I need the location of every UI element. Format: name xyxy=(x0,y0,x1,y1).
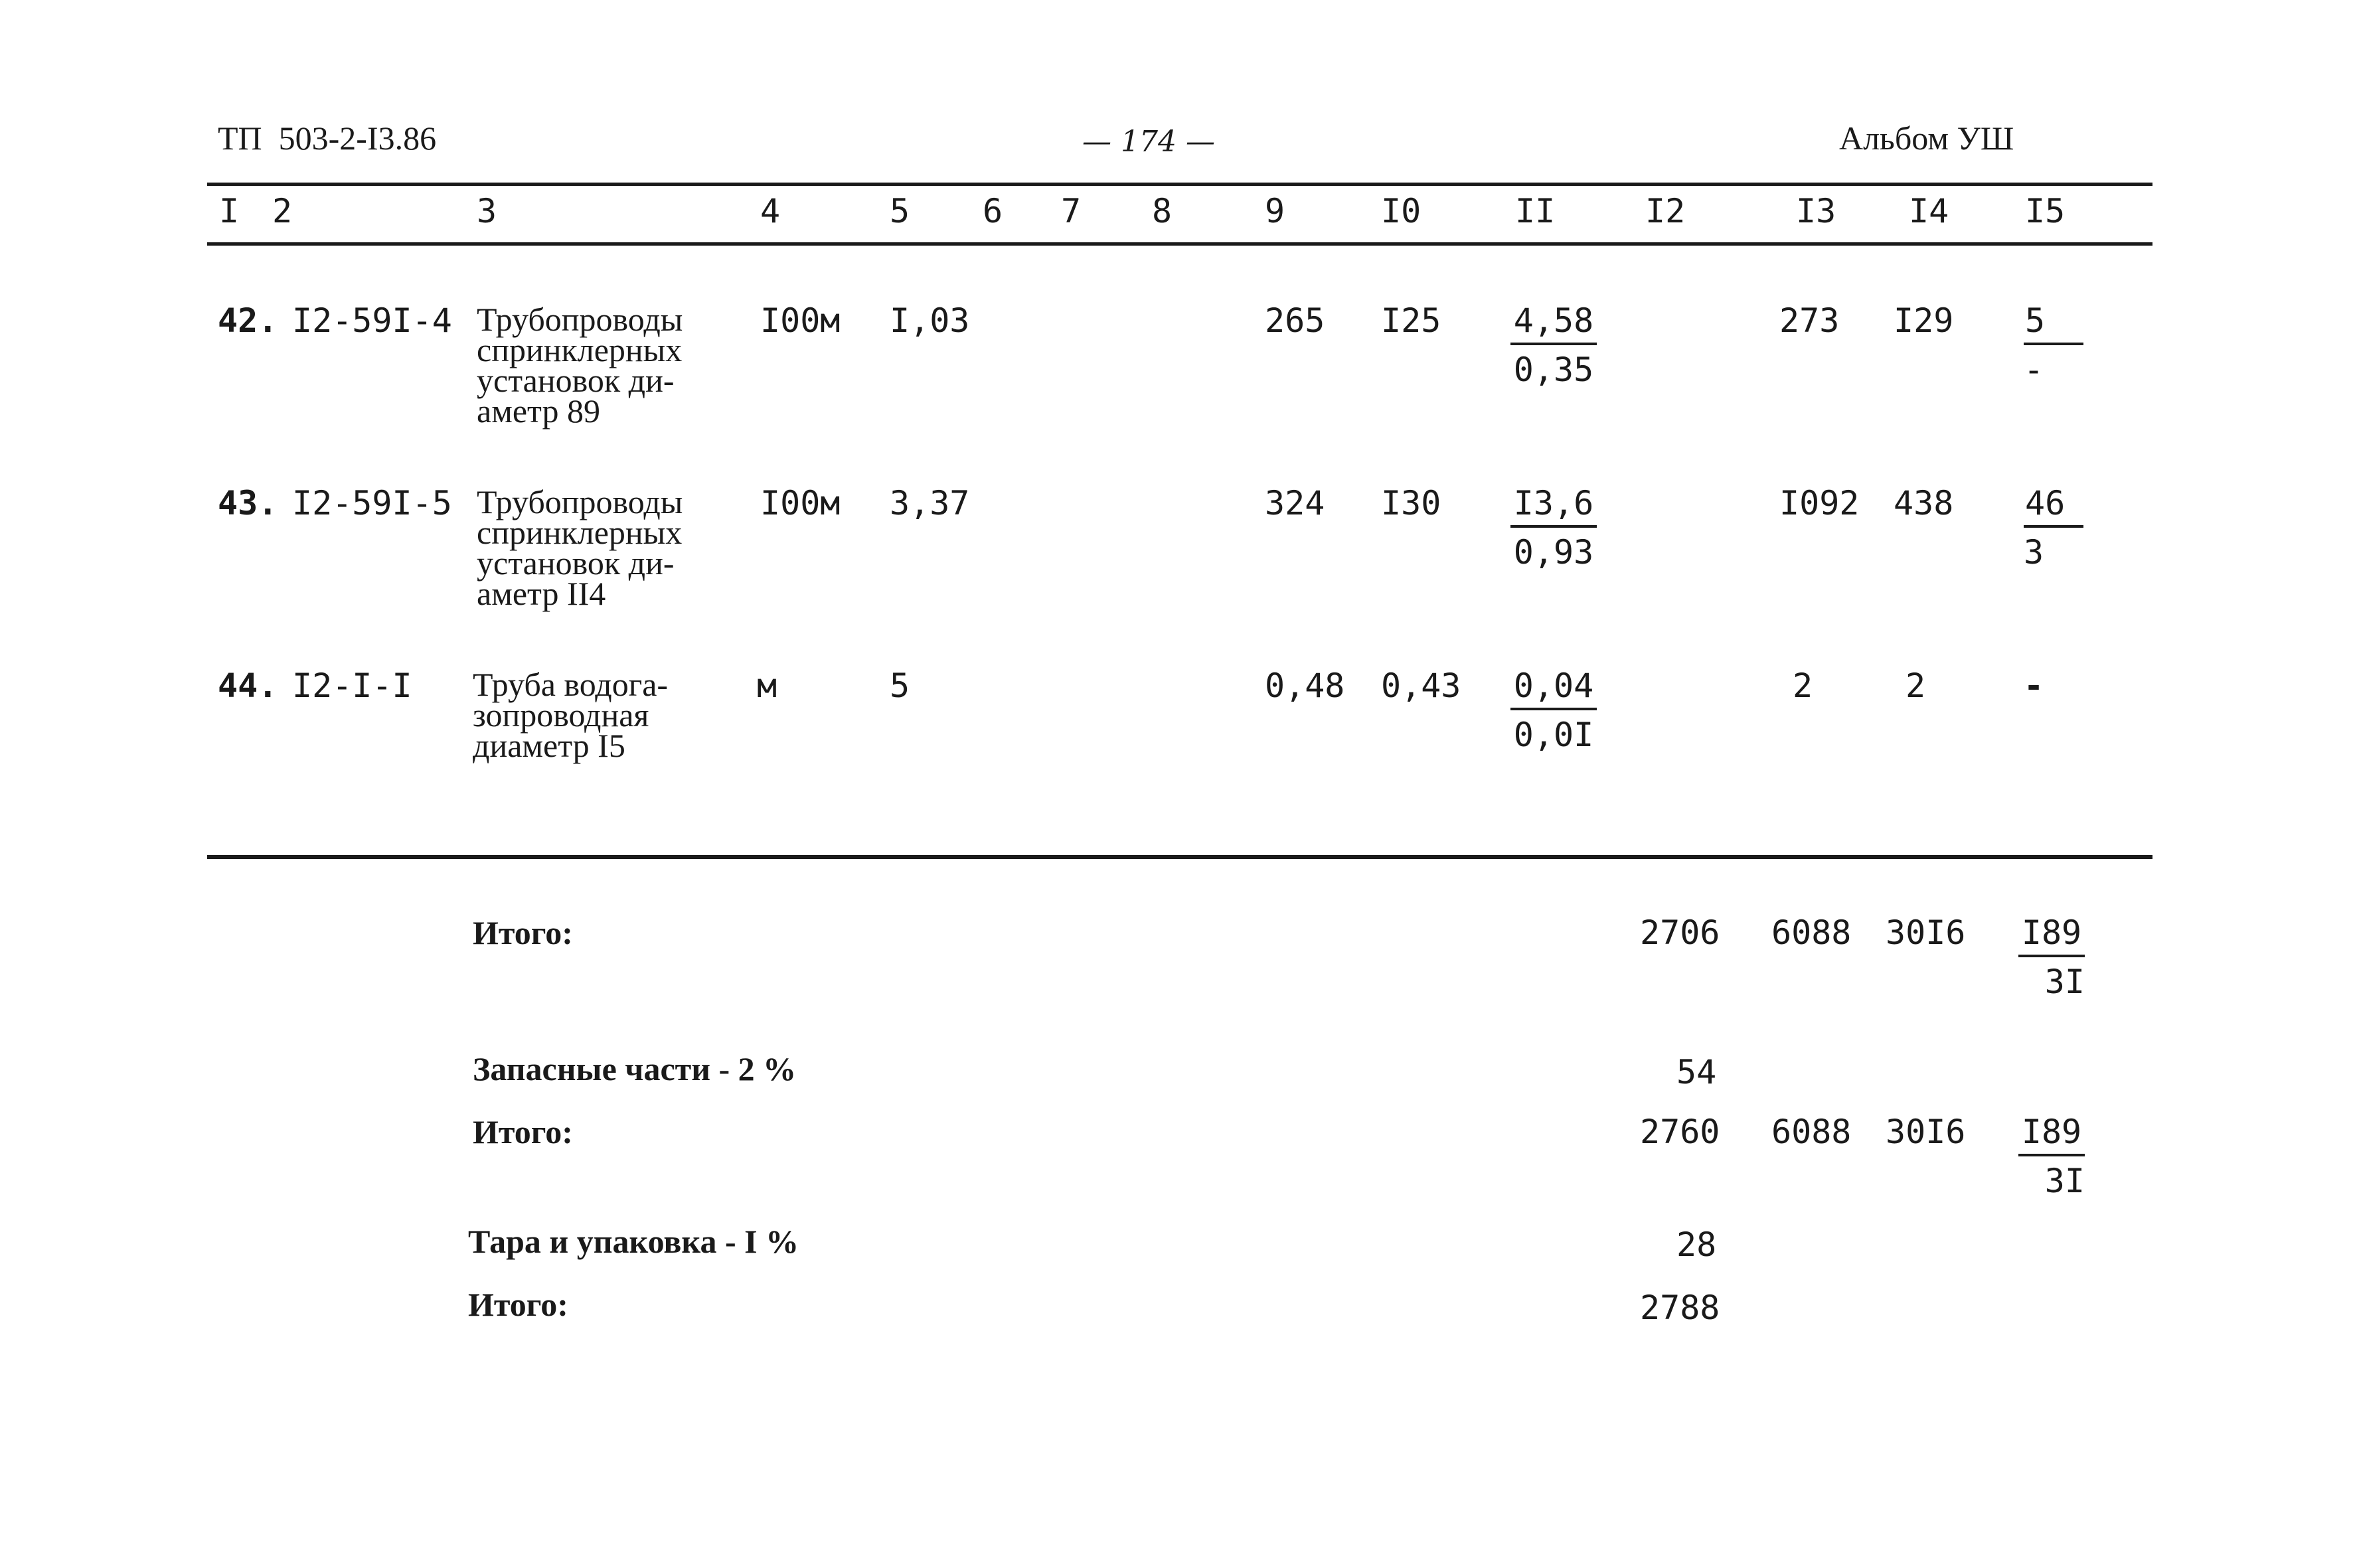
col-header-1: I xyxy=(219,192,240,230)
row-unit: I00м xyxy=(760,301,841,340)
fraction-numerator: I3,6 xyxy=(1510,487,1597,528)
col-header-10: I0 xyxy=(1381,192,1421,230)
fraction-numerator: 4,58 xyxy=(1510,304,1597,345)
itogo-label: Итого: xyxy=(473,914,573,951)
row-name: Трубопроводы спринклерных установок ди- аметр II4 xyxy=(477,483,683,612)
row-col14: 438 xyxy=(1894,484,1954,522)
itogo-col13: 6088 xyxy=(1771,1113,1852,1151)
row-col9: 324 xyxy=(1265,484,1325,522)
fraction-numerator: 46 xyxy=(2024,487,2083,528)
row-unit: I00м xyxy=(760,484,841,522)
col-header-4: 4 xyxy=(760,192,781,230)
fraction-numerator: 5 xyxy=(2024,304,2083,345)
row-col11-fraction xyxy=(1510,666,1597,754)
spare-parts-col12: 54 xyxy=(1676,1053,1717,1091)
fraction-numerator: I89 xyxy=(2018,1115,2085,1156)
row-qty: I,03 xyxy=(890,301,970,340)
itogo-col12: 2706 xyxy=(1640,913,1720,952)
fraction-denominator: - xyxy=(2024,351,2044,389)
row-col13: 273 xyxy=(1779,301,1840,340)
fraction-denominator: 0,35 xyxy=(1513,351,1594,389)
header-rule-top xyxy=(207,183,2152,186)
row-col11-fraction xyxy=(1510,484,1597,572)
row-col9: 265 xyxy=(1265,301,1325,340)
col-header-13: I3 xyxy=(1796,192,1836,230)
itogo-label: Итого: xyxy=(468,1286,568,1323)
col-header-7: 7 xyxy=(1061,192,1082,230)
row-col10: 0,43 xyxy=(1381,666,1461,705)
header-rule-bottom xyxy=(207,242,2152,246)
itogo-col15-fraction xyxy=(2018,913,2085,1001)
doc-code: ТП 503-2-I3.86 xyxy=(218,119,437,157)
itogo-col14: 30I6 xyxy=(1886,1113,1966,1151)
row-code: I2-59I-4 xyxy=(292,301,452,340)
row-col14: 2 xyxy=(1906,666,1926,705)
album-label: Альбом УШ xyxy=(1839,119,2014,157)
row-col11-fraction xyxy=(1510,301,1597,389)
col-header-15: I5 xyxy=(2025,192,2066,230)
row-qty: 3,37 xyxy=(890,484,970,522)
row-number: 44. xyxy=(218,666,278,705)
row-col14: I29 xyxy=(1894,301,1954,340)
col-header-14: I4 xyxy=(1909,192,1949,230)
itogo-col12: 2760 xyxy=(1640,1113,1720,1151)
row-unit: м xyxy=(757,666,777,705)
spare-parts-label: Запасные части - 2 % xyxy=(473,1050,797,1087)
row-col10: I30 xyxy=(1381,484,1441,522)
col-header-8: 8 xyxy=(1152,192,1173,230)
row-col9: 0,48 xyxy=(1265,666,1345,705)
packaging-label: Тара и упаковка - I % xyxy=(468,1223,799,1260)
row-name: Труба водога- зопроводная диаметр I5 xyxy=(473,666,669,764)
totals-divider xyxy=(207,855,2152,859)
itogo-col14: 30I6 xyxy=(1886,913,1966,952)
row-code: I2-I-I xyxy=(292,666,412,705)
row-number: 42. xyxy=(218,301,278,340)
row-col13: 2 xyxy=(1793,666,1813,705)
col-header-11: II xyxy=(1515,192,1556,230)
col-header-6: 6 xyxy=(983,192,1003,230)
itogo-col13: 6088 xyxy=(1771,913,1852,952)
fraction-denominator: 3 xyxy=(2024,533,2044,572)
itogo-col12: 2788 xyxy=(1640,1289,1720,1327)
fraction-denominator: 3I xyxy=(2044,963,2085,1001)
col-header-12: I2 xyxy=(1645,192,1686,230)
page-number: — 174 — xyxy=(1082,125,1215,159)
fraction-numerator: I89 xyxy=(2018,916,2085,957)
fraction-denominator: 3I xyxy=(2044,1162,2085,1200)
fraction-denominator: 0,0I xyxy=(1513,716,1594,754)
row-code: I2-59I-5 xyxy=(292,484,452,522)
itogo-col15-fraction xyxy=(2018,1115,2085,1198)
fraction-denominator: 0,93 xyxy=(1513,533,1594,572)
row-col15-fraction xyxy=(2024,484,2083,572)
itogo-label: Итого: xyxy=(473,1113,573,1150)
col-header-2: 2 xyxy=(272,192,293,230)
row-col13: I092 xyxy=(1779,484,1860,522)
row-qty: 5 xyxy=(890,666,910,705)
col-header-9: 9 xyxy=(1265,192,1285,230)
row-number: 43. xyxy=(218,484,278,522)
col-header-3: 3 xyxy=(477,192,497,230)
packaging-col12: 28 xyxy=(1676,1225,1717,1264)
row-col15: - xyxy=(2024,666,2044,705)
row-col10: I25 xyxy=(1381,301,1441,340)
col-header-5: 5 xyxy=(890,192,910,230)
fraction-numerator: 0,04 xyxy=(1510,669,1597,710)
row-name: Трубопроводы спринклерных установок ди- аметр 89 xyxy=(477,301,683,430)
row-col15-fraction xyxy=(2024,301,2083,389)
